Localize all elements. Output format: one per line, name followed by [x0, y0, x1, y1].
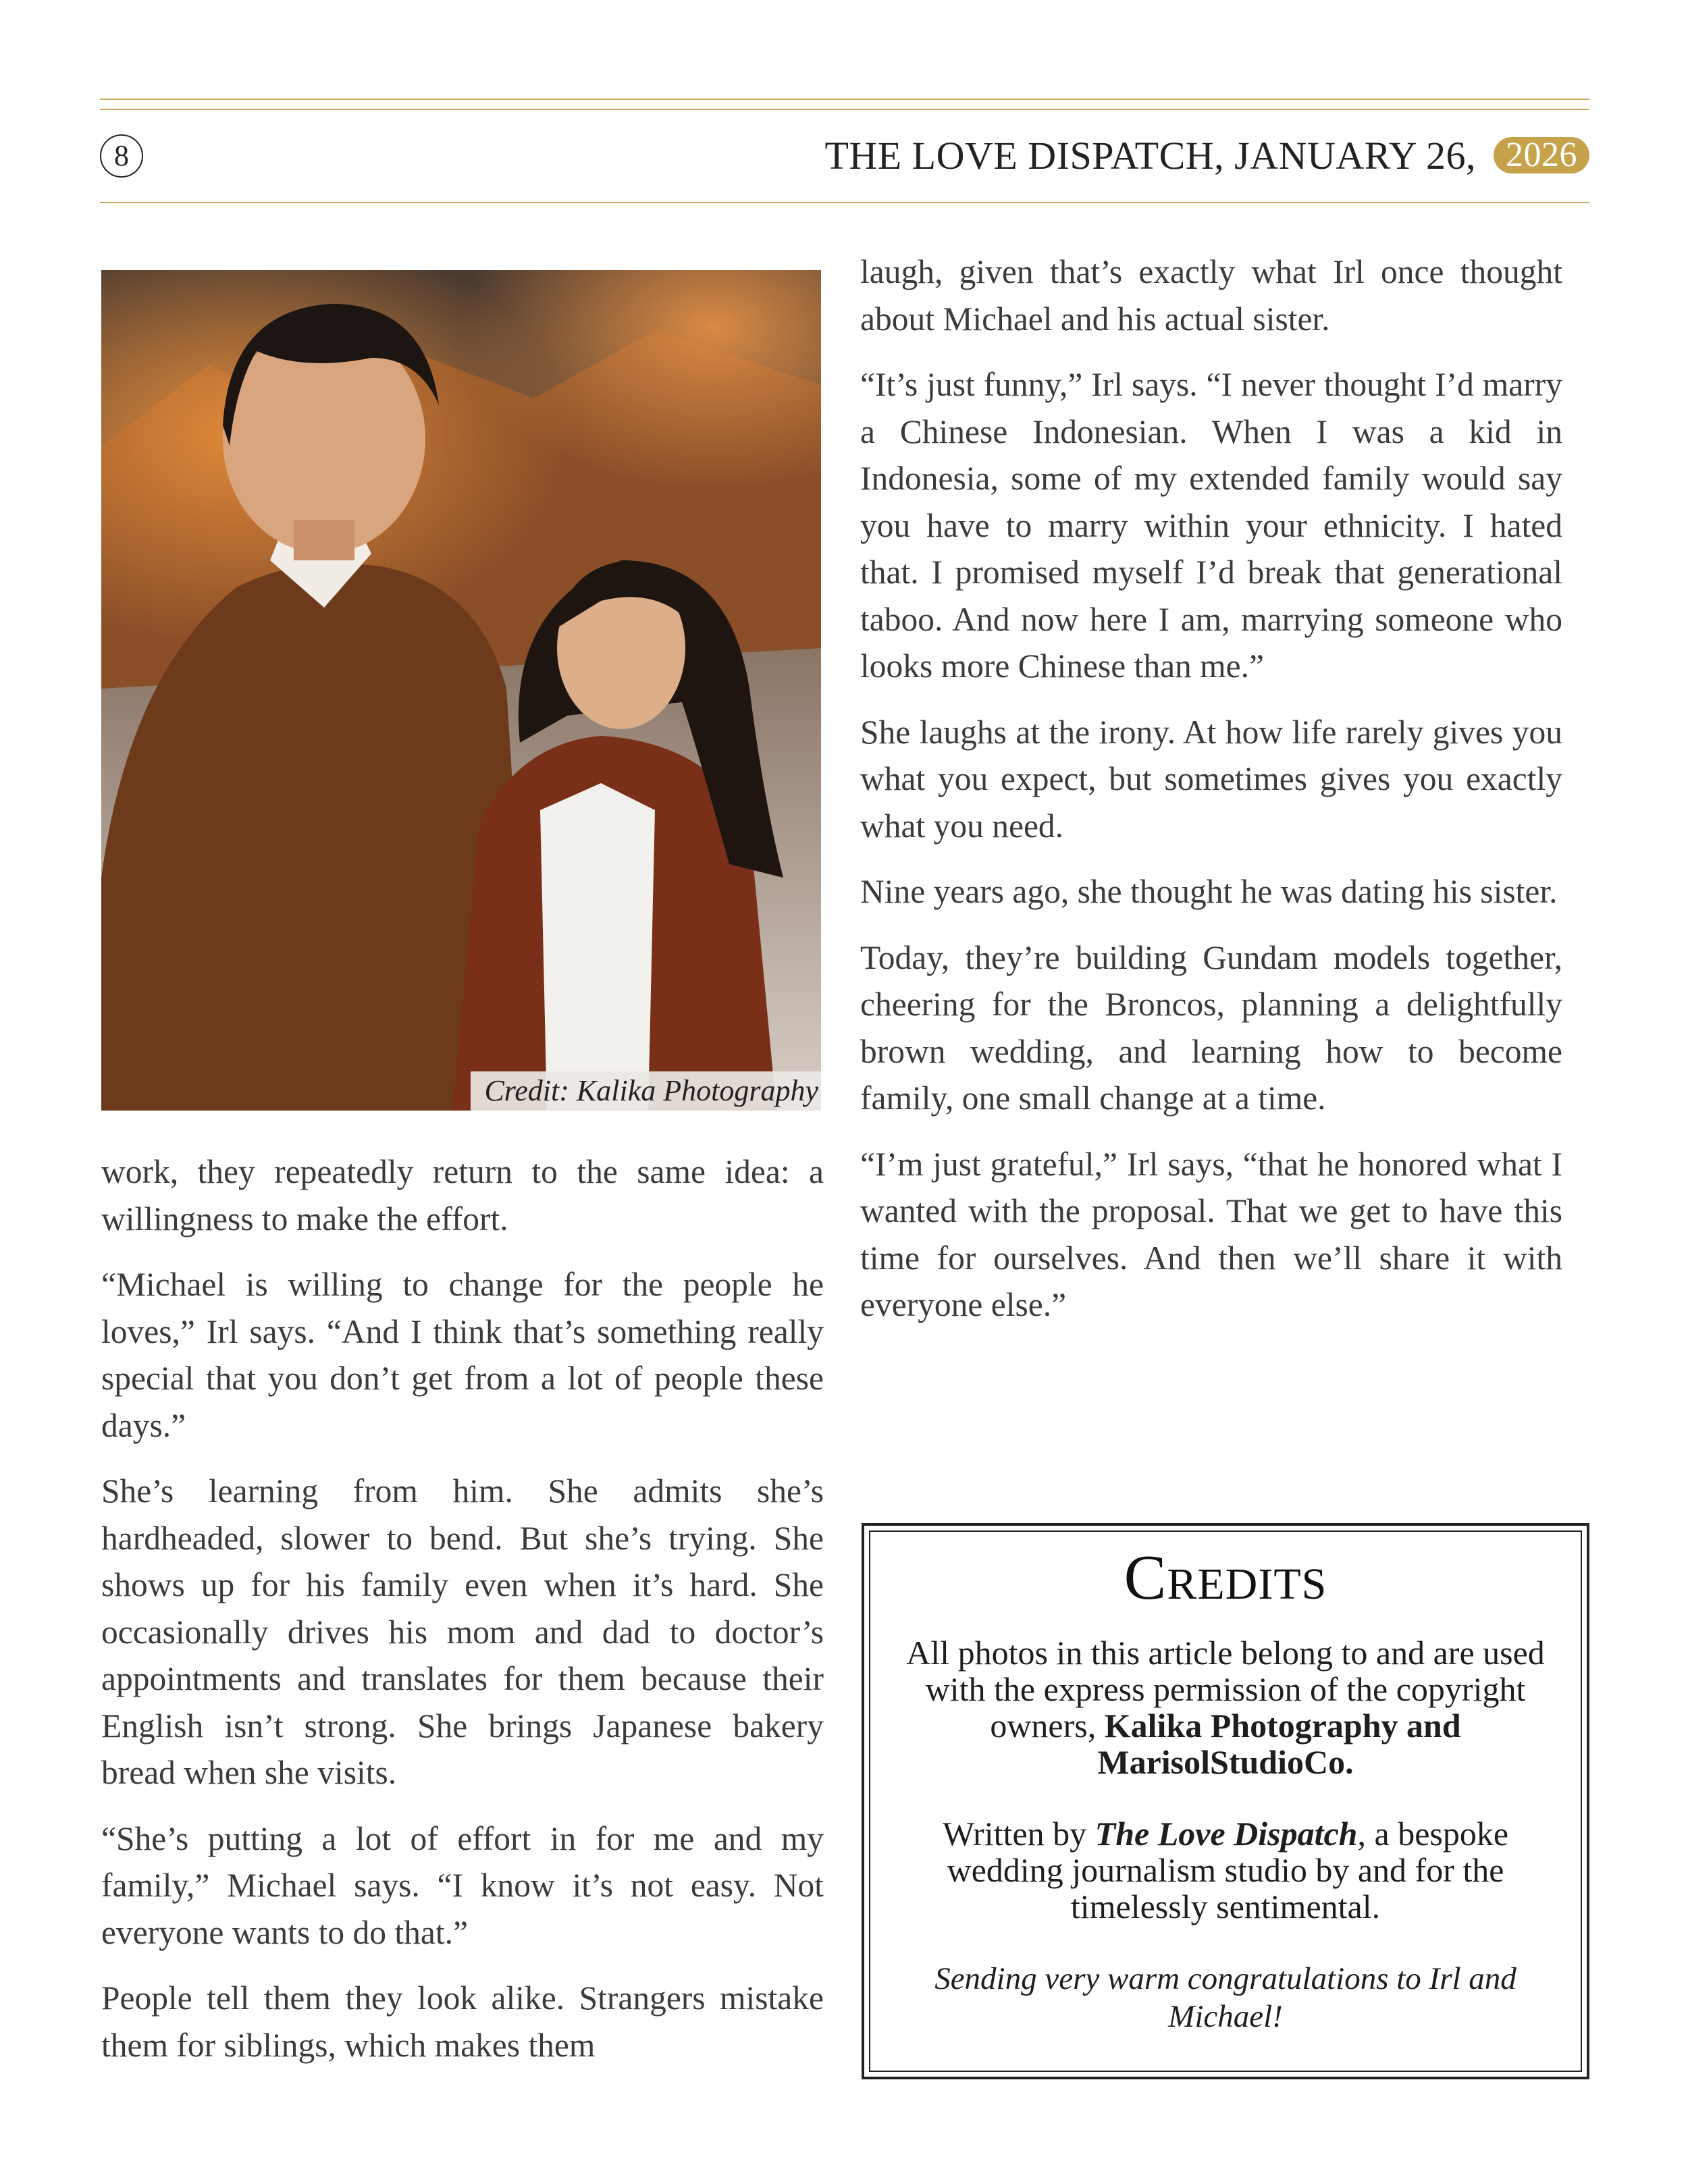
credits-written-by — [904, 1815, 1547, 1925]
credits-photo-owners: Kalika Photography and MarisolStudioCo. — [1097, 1707, 1461, 1781]
credits-title: Credits — [1124, 1543, 1327, 1613]
header-top-rule — [100, 99, 1589, 100]
credits-congratulations: Sending very warm congratulations to Irl and Michael! — [934, 1961, 1516, 2034]
masthead-title: THE LOVE DISPATCH, JANUARY 26, — [824, 133, 1476, 178]
couple-photo — [101, 270, 821, 1111]
credits-brand-name: The Love Dispatch — [1094, 1815, 1358, 1853]
masthead — [824, 134, 1589, 177]
header-top-rule-inner — [100, 109, 1589, 110]
credits-photos-text: All photos in this article belong to and are used with the express permission of the copyright owners, — [906, 1634, 1545, 1744]
page-number: 8 — [100, 134, 143, 178]
right-paragraph-1: laugh, given that’s exactly what Irl once thought about Michael and his actual sister. — [860, 253, 1562, 338]
credits-photos-statement — [904, 1634, 1547, 1780]
header-bottom-rule — [100, 202, 1589, 203]
left-paragraph-1: work, they repeatedly return to the same idea: a willingness to make the effort. — [101, 1153, 824, 1237]
credits-inner-frame — [869, 1530, 1582, 2072]
credits-box — [862, 1523, 1589, 2079]
couple-photo-image — [101, 270, 821, 1111]
left-paragraph-5: People tell them they look alike. Strangers mistake them for siblings, which makes them — [101, 1979, 824, 2064]
left-column — [101, 1148, 824, 2069]
credits-written-prefix: Written by — [942, 1815, 1095, 1853]
left-paragraph-4: “She’s putting a lot of effort in for me and my family,” Michael says. “I know it’s not easy. Not everyone wants to do that.” — [101, 1819, 824, 1951]
right-paragraph-5: Today, they’re building Gundam models together, cheering for the Broncos, planning a delightfully brown wedding, and learning how to become family, one small change at a time. — [860, 938, 1562, 1117]
right-paragraph-3: She laughs at the irony. At how life rarely gives you what you expect, but sometimes gives you exactly what you need. — [860, 713, 1562, 845]
left-paragraph-2: “Michael is willing to change for the people he loves,” Irl says. “And I think that’s something really special that you don’t get from a lot of people these days.” — [101, 1266, 824, 1444]
right-column — [860, 248, 1562, 1329]
photo-credit: Credit: Kalika Photography — [471, 1071, 821, 1111]
left-paragraph-3: She’s learning from him. She admits she’s hardheaded, slower to bend. But she’s trying. She shows up for his family even when it’s hard. She occasionally drives his mom and dad to doctor’s appointments and translates for them because their English isn’t strong. She brings Japanese bakery bread when she visits. — [101, 1472, 824, 1791]
credits-written-suffix: , a bespoke wedding journalism studio by and for the timelessly sentimental. — [947, 1815, 1509, 1925]
right-paragraph-6: “I’m just grateful,” Irl says, “that he honored what I wanted with the proposal. That we get to have this time for ourselves. And then we’ll share it with everyone else.” — [860, 1145, 1562, 1323]
right-paragraph-2: “It’s just funny,” Irl says. “I never thought I’d marry a Chinese Indonesian. When I was a kid in Indonesia, some of my extended family would say you have to marry within your ethnicity. I hated that. I promised myself I’d break that generational taboo. And now here I am, marrying someone who looks more Chinese than me.” — [860, 366, 1562, 685]
right-paragraph-4: Nine years ago, she thought he was dating his sister. — [860, 873, 1558, 910]
year-badge: 2026 — [1494, 137, 1589, 174]
